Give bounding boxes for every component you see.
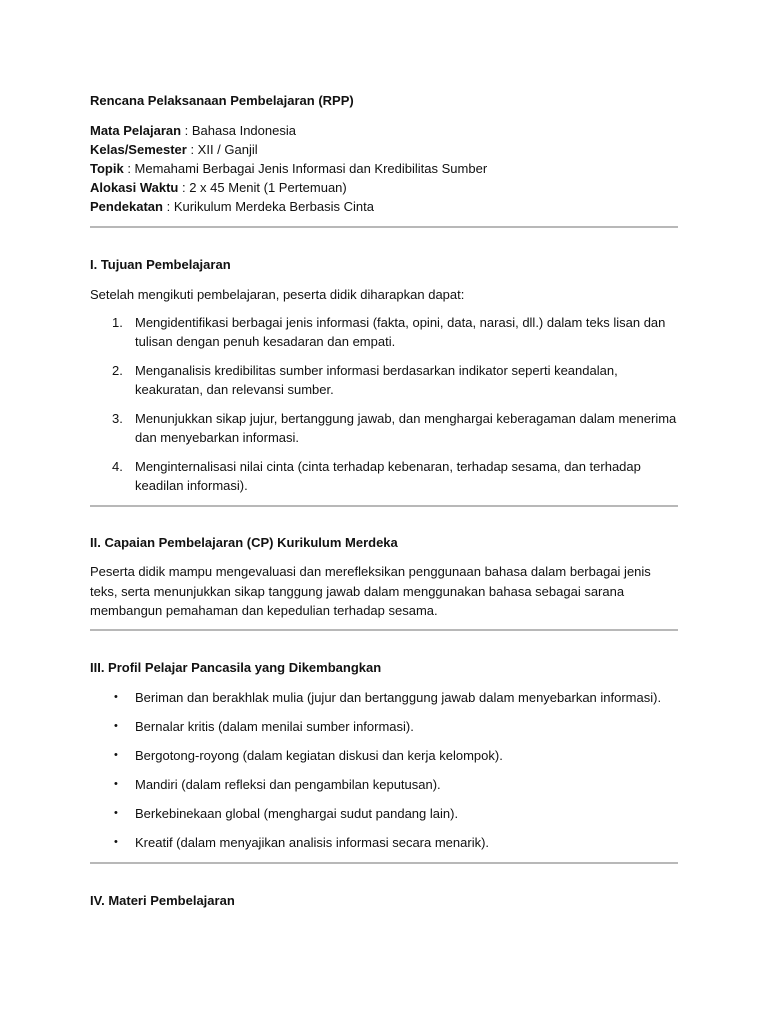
list-item-text: Kreatif (dalam menyajikan analisis informasi secara menarik). [135, 835, 490, 850]
list-item [90, 313, 680, 351]
section-divider [90, 862, 678, 864]
list-item-text: Bergotong-royong (dalam kegiatan diskusi dan kerja kelompok). [135, 748, 503, 763]
list-item-text: Menunjukkan sikap jujur, bertanggung jawab, dan menghargai keberagaman dalam menerima dan menyebarkan informasi. [135, 411, 677, 445]
bullet-marker: • [114, 749, 118, 761]
objectives-intro: Setelah mengikuti pembelajaran, peserta didik diharapkan dapat: [90, 287, 465, 302]
bullet-marker: • [114, 720, 118, 732]
list-item [90, 804, 680, 823]
bullet-marker: • [114, 778, 118, 790]
list-number: 3. [112, 411, 123, 426]
learning-outcomes-body: Peserta didik mampu mengevaluasi dan merefleksikan penggunaan bahasa dalam berbagai jenis teks, serta menunjukkan sikap tanggung jawab dalam menggunakan bahasa sebagai sarana membangun pemahaman dan kepedulian terhadap sesama. [90, 564, 651, 618]
list-item [90, 688, 680, 707]
meta-value: : Memahami Berbagai Jenis Informasi dan Kredibilitas Sumber [123, 161, 488, 176]
list-item-text: Menginternalisasi nilai cinta (cinta terhadap kebenaran, terhadap sesama, dan terhadap keadilan informasi). [135, 459, 641, 493]
document-meta [90, 121, 680, 216]
meta-label: Topik [90, 161, 124, 176]
meta-topic [90, 159, 680, 178]
section-divider [90, 226, 678, 228]
meta-value: : Kurikulum Merdeka Berbasis Cinta [162, 199, 374, 214]
section-divider [90, 629, 678, 631]
section-heading-student-profile: III. Profil Pelajar Pancasila yang Dikembangkan [90, 660, 382, 675]
list-number: 2. [112, 363, 123, 378]
meta-time-allocation [90, 178, 680, 197]
objectives-list [90, 313, 680, 505]
list-number: 1. [112, 315, 123, 330]
list-item-text: Beriman dan berakhlak mulia (jujur dan bertanggung jawab dalam menyebarkan informasi). [135, 690, 662, 705]
list-item [90, 775, 680, 794]
meta-label: Pendekatan [90, 199, 163, 214]
meta-label: Alokasi Waktu [90, 180, 179, 195]
document-title: Rencana Pelaksanaan Pembelajaran (RPP) [90, 93, 354, 108]
section-divider [90, 505, 678, 507]
list-item [90, 457, 680, 495]
list-item-text: Berkebinekaan global (menghargai sudut pandang lain). [135, 806, 459, 821]
meta-class-semester [90, 140, 680, 159]
bullet-marker: • [114, 836, 118, 848]
list-item-text: Bernalar kritis (dalam menilai sumber informasi). [135, 719, 414, 734]
list-item [90, 409, 680, 447]
meta-label: Kelas/Semester [90, 142, 187, 157]
meta-label: Mata Pelajaran [90, 123, 182, 138]
bullet-marker: • [114, 691, 118, 703]
list-item [90, 746, 680, 765]
list-item-text: Mengidentifikasi berbagai jenis informasi (fakta, opini, data, narasi, dll.) dalam teks lisan dan tulisan dengan penuh kesadaran dan empati. [135, 315, 666, 349]
section-heading-learning-outcomes: II. Capaian Pembelajaran (CP) Kurikulum Merdeka [90, 535, 398, 550]
meta-approach [90, 197, 680, 216]
section-heading-materials: IV. Materi Pembelajaran [90, 893, 235, 908]
meta-value: : XII / Ganjil [186, 142, 258, 157]
section-heading-objectives: I. Tujuan Pembelajaran [90, 257, 231, 272]
list-item [90, 361, 680, 399]
student-profile-list [90, 688, 680, 862]
list-item-text: Mandiri (dalam refleksi dan pengambilan keputusan). [135, 777, 441, 792]
list-number: 4. [112, 459, 123, 474]
bullet-marker: • [114, 807, 118, 819]
meta-value: : 2 x 45 Menit (1 Pertemuan) [178, 180, 347, 195]
meta-value: : Bahasa Indonesia [181, 123, 296, 138]
list-item-text: Menganalisis kredibilitas sumber informasi berdasarkan indikator seperti keandalan, keakuratan, dan relevansi sumber. [135, 363, 618, 397]
list-item [90, 833, 680, 852]
list-item [90, 717, 680, 736]
meta-subject [90, 121, 680, 140]
